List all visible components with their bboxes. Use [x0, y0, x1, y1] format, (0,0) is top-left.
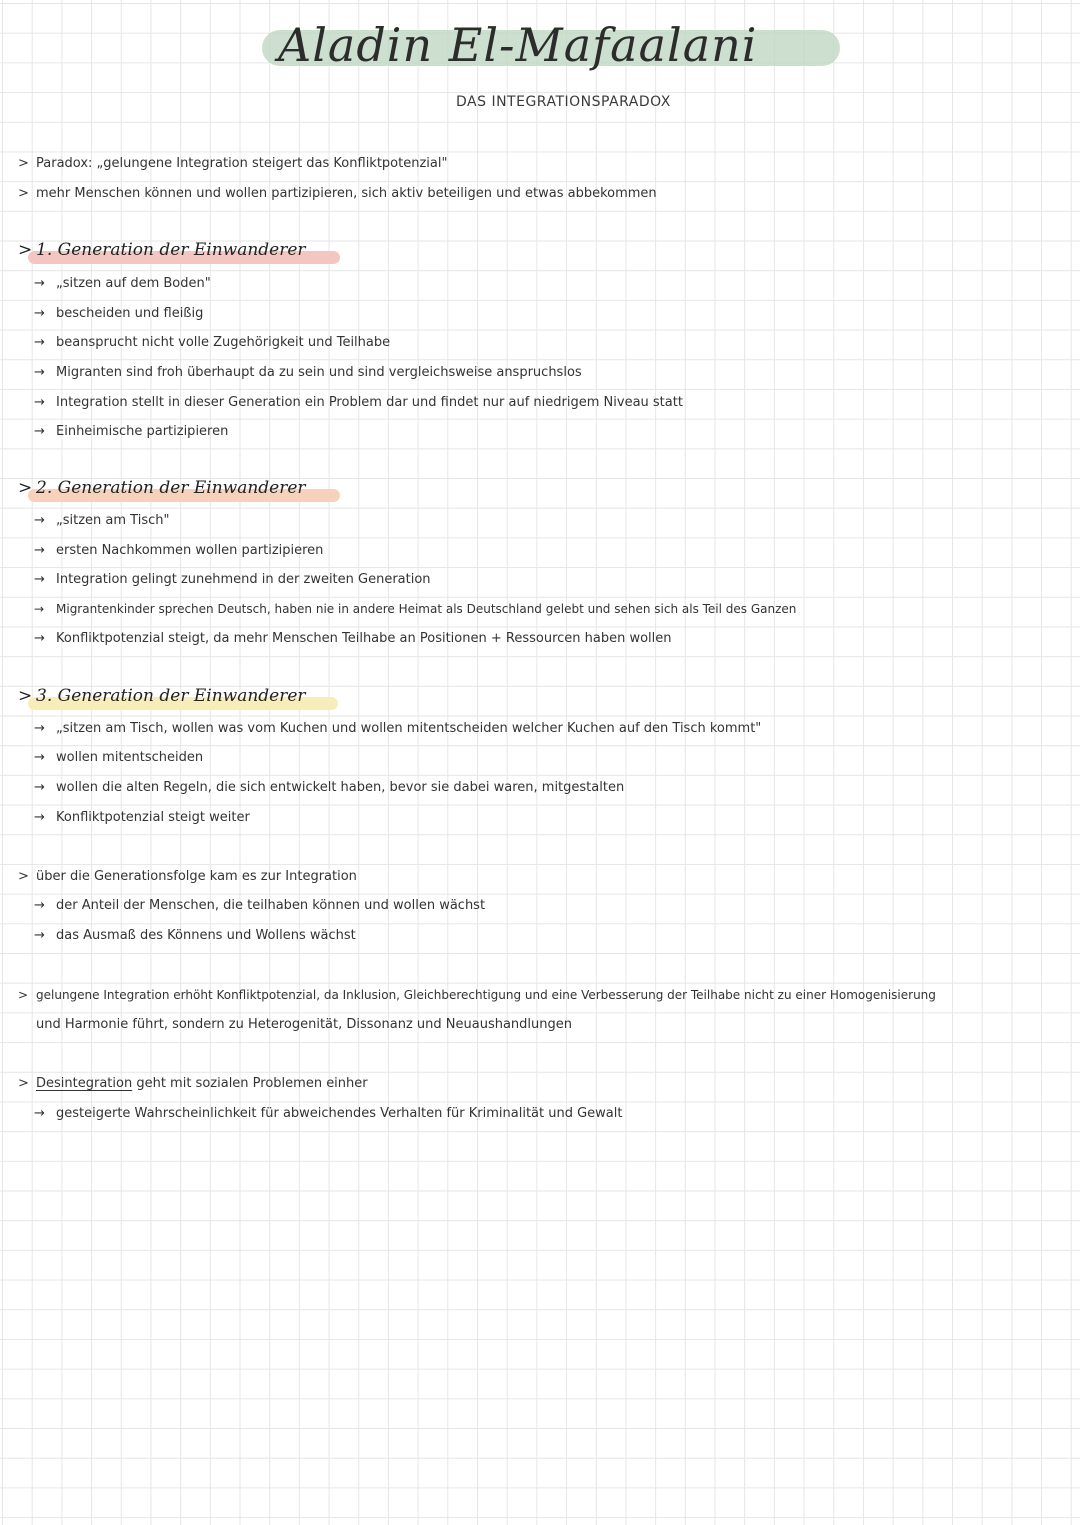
arrow-icon: → [34, 335, 45, 350]
gen2-item: → Migrantenkinder sprechen Deutsch, haben nie in andere Heimat als Deutschland gelebt und sehen sich als Teil des Ganzen [34, 602, 797, 616]
gen3-item: → wollen die alten Regeln, die sich entwickelt haben, bevor sie dabei waren, mitgestalten [34, 780, 625, 795]
bullet-gt-icon: > [18, 988, 29, 1002]
gen1-item: → Integration stellt in dieser Generation ein Problem dar und findet nur auf niedrigem Niveau statt [34, 395, 683, 410]
arrow-icon: → [34, 898, 45, 913]
arrow-icon: → [34, 721, 45, 736]
gen3-item: → „sitzen am Tisch, wollen was vom Kuchen und wollen mitentscheiden welcher Kuchen auf den Tisch kommt" [34, 721, 762, 736]
intro-line-2: > mehr Menschen können und wollen partizipieren, sich aktiv beteiligen und etwas abbekommen [18, 186, 657, 201]
arrow-icon: → [34, 306, 45, 321]
summary-item: → das Ausmaß des Könnens und Wollens wächst [34, 928, 356, 943]
arrow-icon: → [34, 631, 45, 646]
arrow-icon: → [34, 395, 45, 410]
gen1-item: → „sitzen auf dem Boden" [34, 276, 211, 291]
arrow-icon: → [34, 365, 45, 380]
conclusion-line-2: und Harmonie führt, sondern zu Heterogenität, Dissonanz und Neuaushandlungen [36, 1017, 572, 1032]
bullet-gt-icon: > [18, 186, 29, 201]
summary-item: → der Anteil der Menschen, die teilhaben können und wollen wächst [34, 898, 486, 913]
gen2-item: → „sitzen am Tisch" [34, 513, 170, 528]
arrow-icon: → [34, 572, 45, 587]
arrow-icon: → [34, 780, 45, 795]
arrow-icon: → [34, 810, 45, 825]
gen1-item: → beansprucht nicht volle Zugehörigkeit und Teilhabe [34, 335, 391, 350]
arrow-icon: → [34, 543, 45, 558]
page-subtitle: DAS INTEGRATIONSPARADOX [456, 94, 671, 110]
summary-line: > über die Generationsfolge kam es zur Integration [18, 869, 357, 884]
gen2-item: → Integration gelingt zunehmend in der zweiten Generation [34, 572, 431, 587]
bullet-gt-icon: > [18, 869, 29, 884]
arrow-icon: → [34, 513, 45, 528]
bullet-gt-icon: > [18, 156, 29, 171]
arrow-icon: → [34, 424, 45, 439]
gen1-heading: > 1. Generation der Einwanderer [18, 240, 306, 260]
gen3-item: → Konfliktpotenzial steigt weiter [34, 810, 250, 825]
gen1-item: → bescheiden und fleißig [34, 306, 204, 321]
desintegration-item: → gesteigerte Wahrscheinlichkeit für abweichendes Verhalten für Kriminalität und Gewalt [34, 1106, 623, 1121]
bullet-gt-icon: > [18, 686, 33, 706]
gen2-heading: > 2. Generation der Einwanderer [18, 478, 306, 498]
gen3-item: → wollen mitentscheiden [34, 750, 204, 765]
desintegration-line: > Desintegration geht mit sozialen Problemen einher [18, 1076, 368, 1091]
bullet-gt-icon: > [18, 1076, 29, 1091]
conclusion-line-1: > gelungene Integration erhöht Konfliktpotenzial, da Inklusion, Gleichberechtigung und eine Verbesserung der Teilhabe nicht zu einer Homogenisierung [18, 988, 936, 1002]
gen1-item: → Migranten sind froh überhaupt da zu sein und sind vergleichsweise anspruchslos [34, 365, 582, 380]
desintegration-term: Desintegration [36, 1076, 133, 1091]
gen2-item: → Konfliktpotenzial steigt, da mehr Menschen Teilhabe an Positionen + Ressourcen haben wollen [34, 631, 672, 646]
gen2-item: → ersten Nachkommen wollen partizipieren [34, 543, 324, 558]
arrow-icon: → [34, 276, 45, 291]
gen3-heading: > 3. Generation der Einwanderer [18, 686, 306, 706]
arrow-icon: → [34, 1106, 45, 1121]
gen1-item: → Einheimische partizipieren [34, 424, 229, 439]
arrow-icon: → [34, 928, 45, 943]
page-title: Aladin El-Mafaalani [278, 18, 758, 72]
arrow-icon: → [34, 750, 45, 765]
intro-line-1: > Paradox: „gelungene Integration steigert das Konfliktpotenzial" [18, 156, 448, 171]
arrow-icon: → [34, 602, 45, 616]
bullet-gt-icon: > [18, 240, 33, 260]
bullet-gt-icon: > [18, 478, 33, 498]
